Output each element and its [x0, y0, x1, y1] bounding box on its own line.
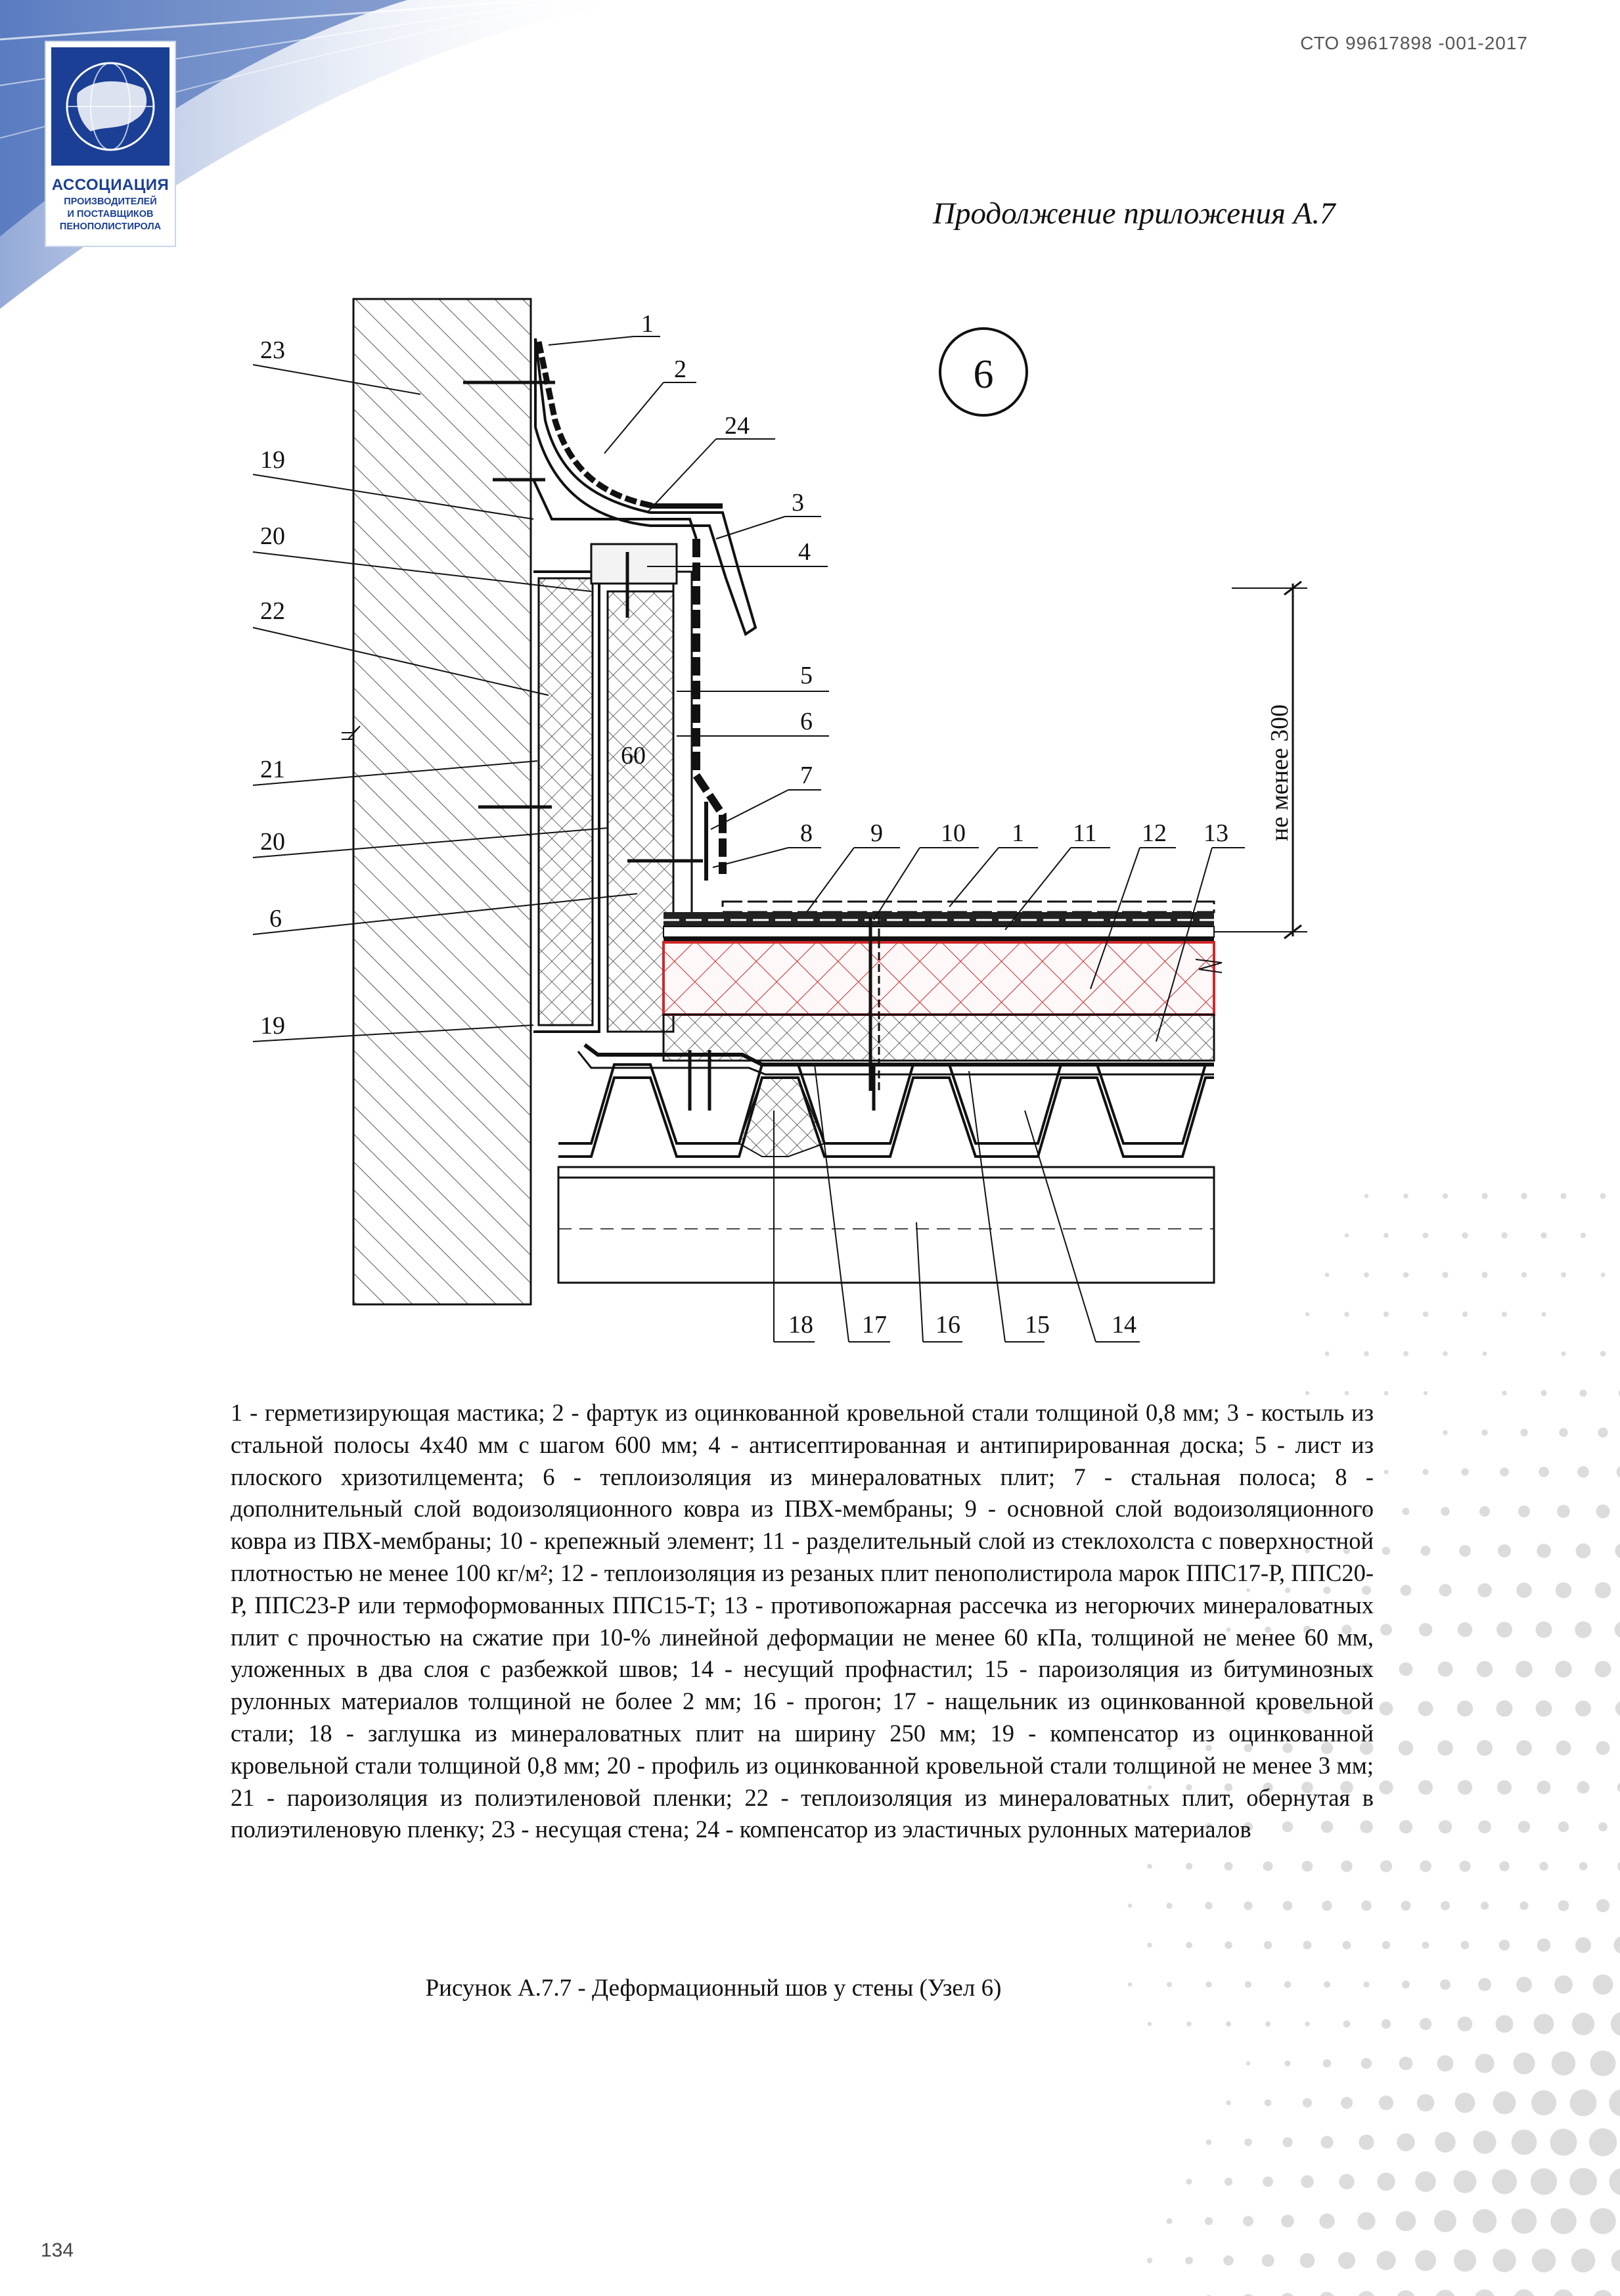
- decorative-dot: [1284, 2060, 1290, 2066]
- decorative-dot: [1244, 1901, 1252, 1910]
- decorative-dot: [1576, 1544, 1591, 1559]
- decorative-dot: [1520, 1429, 1528, 1436]
- decorative-dot: [1537, 1544, 1551, 1558]
- decorative-dot: [1361, 2058, 1372, 2069]
- decorative-dot: [1359, 2134, 1374, 2149]
- decorative-dot: [1615, 1701, 1620, 1716]
- wall-insulation: [533, 572, 599, 1032]
- decorative-dot: [1319, 2213, 1334, 2228]
- decorative-dot: [1611, 2012, 1620, 2036]
- decorative-dot: [1512, 2130, 1537, 2155]
- callout-label: 23: [260, 336, 285, 364]
- decorative-dot: [1617, 1861, 1620, 1871]
- decorative-dot: [1262, 2255, 1274, 2267]
- figure-caption: [0, 1974, 1620, 2002]
- decorative-dot: [1338, 2252, 1355, 2269]
- decorative-dot: [1384, 1470, 1389, 1475]
- decorative-dot: [1223, 2255, 1233, 2265]
- decorative-dot: [1500, 1467, 1509, 1477]
- decorative-dot: [1457, 1701, 1473, 1716]
- decorative-dot: [1435, 2132, 1455, 2152]
- callout-label: 17: [862, 1311, 887, 1339]
- decorative-dot: [1225, 2178, 1232, 2186]
- callout-label: 19: [260, 1012, 285, 1040]
- decorative-dot: [1339, 2174, 1355, 2190]
- decorative-dot: [1147, 1864, 1152, 1869]
- decorative-dot: [1301, 2175, 1314, 2188]
- decorative-dot: [1571, 2249, 1595, 2272]
- decorative-dot: [1282, 2137, 1292, 2147]
- decorative-dot: [1461, 1941, 1470, 1950]
- decorative-dot: [1552, 2052, 1576, 2076]
- figure-caption-text: Рисунок А.7.7 - Деформационный шов у стены (Узел 6): [425, 1975, 1002, 2002]
- decorative-dot: [1473, 2209, 1496, 2233]
- decorative-dot: [1384, 1391, 1389, 1396]
- decorative-dot: [1225, 1862, 1233, 1871]
- callout-label: 24: [725, 412, 750, 440]
- decorative-dot: [1572, 2013, 1594, 2035]
- decorative-dot: [1147, 2258, 1152, 2263]
- decorative-dot: [1575, 1701, 1591, 1716]
- callout-label: 6: [800, 708, 813, 735]
- purlin: [558, 1167, 1214, 1283]
- decorative-dot: [1596, 1505, 1610, 1519]
- callouts-bottom: [788, 1311, 1136, 1339]
- decorative-dot: [1128, 1904, 1132, 1908]
- decorative-dot: [1206, 2140, 1211, 2145]
- roof-build-up: [578, 902, 1222, 1091]
- decorative-dot: [1167, 2218, 1173, 2224]
- decorative-dot: [1556, 1582, 1571, 1598]
- decorative-dot: [1513, 2052, 1535, 2074]
- decorative-dot: [1379, 2096, 1393, 2110]
- decorative-dot: [1550, 2128, 1577, 2155]
- decorative-dot: [1399, 1663, 1413, 1676]
- decorative-dot: [1557, 1505, 1570, 1518]
- decorative-dot: [1454, 2249, 1476, 2272]
- callout-label: 5: [800, 662, 813, 689]
- decorative-dot: [1265, 2100, 1272, 2107]
- decorative-dot: [1609, 2089, 1620, 2117]
- logo-subtitle-line: И ПОСТАВЩИКОВ: [67, 209, 154, 219]
- decorative-dot: [1454, 2170, 1477, 2193]
- dimension-label: не менее 300: [1266, 704, 1294, 841]
- decorative-dot: [1481, 1902, 1489, 1910]
- load-bearing-wall: [342, 299, 531, 1304]
- decorative-dot: [1580, 1390, 1587, 1397]
- callout-label: 20: [260, 828, 285, 856]
- callout-label: 6: [269, 905, 282, 932]
- decorative-dot: [1496, 1701, 1513, 1717]
- decorative-dot: [1590, 2208, 1616, 2234]
- decorative-dot: [1518, 1821, 1530, 1833]
- decorative-dot: [1596, 1899, 1609, 1912]
- decorative-dot: [1343, 2021, 1351, 2028]
- callout-label: 16: [935, 1311, 960, 1339]
- decorative-dot: [1477, 1740, 1493, 1756]
- decorative-dot: [1322, 1900, 1332, 1910]
- logo-subtitle-line: ПЕНОПОЛИСТИРОЛА: [59, 221, 162, 232]
- decorative-dot: [1439, 1820, 1452, 1833]
- timber-board: [591, 544, 677, 584]
- decorative-dot: [1439, 1584, 1451, 1596]
- callout-label: 15: [1025, 1311, 1050, 1339]
- decorative-dot: [1589, 2128, 1617, 2156]
- decorative-dot: [1458, 1780, 1472, 1795]
- decorative-dot: [1263, 1862, 1273, 1871]
- decorative-dot: [1497, 1780, 1512, 1795]
- decorative-dot: [1536, 1622, 1552, 1638]
- callout-label: 14: [1112, 1311, 1136, 1339]
- decorative-dot: [1302, 1861, 1313, 1872]
- decorative-dot: [1458, 1622, 1472, 1637]
- decorative-dot: [1577, 1781, 1590, 1794]
- decorative-dot: [1415, 2250, 1436, 2271]
- decorative-dot: [1382, 2019, 1391, 2029]
- decorative-dot: [1418, 1701, 1433, 1716]
- decorative-dot: [1435, 2290, 1456, 2296]
- decorative-dot: [1399, 1741, 1413, 1755]
- callout-label: 11: [1073, 819, 1097, 847]
- decorative-dot: [1186, 2021, 1191, 2026]
- decorative-dot: [1455, 2093, 1475, 2113]
- decorative-dot: [1595, 1661, 1611, 1678]
- node-number: 6: [973, 352, 994, 397]
- decorative-dot: [1358, 2291, 1376, 2296]
- decorative-dot: [1166, 1902, 1172, 1908]
- callouts-left: [260, 336, 285, 1040]
- decorative-dot: [1441, 1507, 1450, 1516]
- decorative-dot: [1596, 1741, 1610, 1755]
- decorative-dot: [1499, 1940, 1510, 1951]
- decorative-dot: [1615, 1622, 1620, 1638]
- decorative-dot: [1493, 2249, 1516, 2272]
- decorative-dot: [1541, 1390, 1546, 1396]
- node-number-badge: [940, 329, 1027, 415]
- decorative-dot: [1418, 1780, 1433, 1795]
- decorative-dot: [1300, 2253, 1315, 2268]
- decorative-dot: [1424, 1391, 1428, 1395]
- decorative-dot: [1532, 2249, 1556, 2272]
- decorative-dot: [1186, 1942, 1192, 1948]
- decorative-dot: [1575, 1621, 1591, 1638]
- decorative-dot: [1303, 2098, 1312, 2107]
- decorative-dot: [1422, 1942, 1429, 1949]
- decorative-dot: [1438, 1662, 1453, 1677]
- decorative-dot: [1401, 1585, 1412, 1596]
- decorative-dot: [1243, 2216, 1253, 2226]
- decorative-dot: [1537, 1939, 1550, 1952]
- callout-label: 1: [1012, 819, 1024, 847]
- decorative-dot: [1615, 1543, 1620, 1558]
- decorative-dot: [1598, 1822, 1608, 1831]
- decorative-dot: [1520, 1902, 1529, 1910]
- decorative-dot: [1148, 2022, 1152, 2026]
- decorative-dot: [1280, 2293, 1294, 2296]
- decorative-dot: [1617, 1782, 1620, 1793]
- decorative-dot: [1396, 2211, 1416, 2232]
- decorative-dot: [1481, 1429, 1488, 1436]
- decorative-dot: [1518, 1505, 1530, 1517]
- decorative-dot: [1477, 1661, 1493, 1677]
- decorative-dot: [1319, 2292, 1335, 2296]
- decorative-dot: [1417, 2094, 1434, 2111]
- decorative-dot: [1380, 1624, 1392, 1636]
- decorative-dot: [1380, 1860, 1392, 1872]
- decorative-dot: [1539, 1467, 1549, 1477]
- decorative-dot: [1415, 2171, 1435, 2192]
- decorative-dot: [1536, 1701, 1552, 1717]
- decorative-dot: [1376, 2251, 1395, 2270]
- decorative-dot: [1397, 2133, 1414, 2151]
- decorative-dot: [1226, 2100, 1230, 2105]
- decorative-dot: [1492, 2169, 1517, 2194]
- callout-label: 2: [674, 356, 686, 383]
- decorative-dot: [1458, 2017, 1473, 2032]
- decorative-dot: [1531, 2090, 1556, 2115]
- decorative-dot: [1246, 2061, 1250, 2065]
- decorative-dot: [1558, 1822, 1569, 1832]
- decorative-dot: [1382, 1941, 1390, 1949]
- decorative-dot: [1553, 2289, 1574, 2296]
- decorative-dot: [1478, 1820, 1491, 1833]
- logo-title: АССОЦИАЦИЯ: [51, 176, 169, 194]
- fire-break-mineral-wool: [664, 1015, 1214, 1061]
- decorative-dot: [1420, 1546, 1430, 1555]
- callout-label: 12: [1142, 819, 1167, 847]
- decorative-dot: [1512, 2209, 1537, 2234]
- decorative-dot: [1420, 1860, 1431, 1872]
- callout-label: 10: [941, 819, 966, 847]
- decorative-dot: [1382, 1547, 1391, 1555]
- decorative-dot: [1265, 2021, 1271, 2027]
- decorative-dot: [1556, 1741, 1571, 1756]
- decorative-dot: [1225, 1941, 1232, 1948]
- decorative-dot: [1461, 1468, 1469, 1476]
- decorative-dot: [1460, 1861, 1471, 1872]
- decorative-dot: [1399, 1820, 1412, 1833]
- decorative-dot: [1283, 1901, 1293, 1911]
- decorative-dot: [1341, 2097, 1353, 2109]
- decorative-dot: [1502, 1390, 1506, 1395]
- decorative-dot: [1419, 1623, 1432, 1636]
- decorative-dot: [1205, 2217, 1213, 2225]
- logo-subtitle-line: ПРОИЗВОДИТЕЛЕЙ: [64, 196, 157, 207]
- decorative-dot: [1558, 1900, 1569, 1912]
- decorative-dot: [1345, 1391, 1349, 1396]
- decorative-dot: [1205, 1902, 1212, 1909]
- document-code: СТО 99617898 -001-2017: [1300, 33, 1528, 53]
- decorative-dot: [1343, 1941, 1351, 1950]
- continuation-title: Продолжение приложения А.7: [933, 196, 1336, 231]
- decorative-dot: [1593, 2290, 1613, 2296]
- decorative-dot: [1434, 2210, 1456, 2232]
- vertical-membrane: [696, 539, 723, 881]
- decorative-dot: [1147, 1942, 1152, 1948]
- decorative-dot: [1323, 2059, 1332, 2068]
- decorative-dot: [1473, 2130, 1496, 2153]
- decorative-dot: [1598, 1427, 1608, 1437]
- decorative-dot: [1441, 1901, 1450, 1910]
- decorative-dot: [1281, 2215, 1294, 2228]
- decorative-dot: [1559, 1428, 1567, 1436]
- decorative-dot: [1537, 1781, 1551, 1795]
- decorative-dot: [1569, 2168, 1597, 2195]
- decorative-dot: [1498, 1544, 1511, 1557]
- callout-label: 1: [641, 310, 654, 338]
- page-number: 134: [41, 2239, 74, 2261]
- decorative-dot: [1437, 2055, 1454, 2072]
- decorative-dot: [1437, 1740, 1453, 1756]
- callout-label: 8: [800, 819, 813, 847]
- callout-label: 21: [260, 756, 285, 783]
- decorative-dot: [1534, 2014, 1554, 2034]
- decorative-dot: [1595, 1582, 1611, 1599]
- callout-label: 22: [260, 597, 285, 625]
- decorative-dot: [1590, 2051, 1616, 2077]
- decorative-dot: [1611, 2249, 1620, 2272]
- decorative-dot: [1399, 2057, 1413, 2071]
- decorative-dot: [1577, 1466, 1589, 1478]
- decorative-dot: [1379, 1780, 1393, 1794]
- decorative-dot: [1303, 1941, 1312, 1950]
- decorative-dot: [1531, 2169, 1557, 2195]
- callout-label: 7: [800, 762, 813, 789]
- decorative-dot: [1443, 1430, 1447, 1435]
- decorative-dot: [1474, 2289, 1495, 2296]
- callout-label: 19: [260, 446, 285, 474]
- decorative-dot: [1263, 2176, 1273, 2187]
- decorative-dot: [1341, 1860, 1353, 1872]
- callout-label: 18: [788, 1311, 813, 1339]
- decorative-dot: [1609, 2168, 1620, 2195]
- decorative-dot: [1575, 1937, 1591, 1953]
- decorative-dot: [1579, 1862, 1588, 1871]
- decorative-dot: [1516, 1582, 1531, 1597]
- decorative-dot: [1401, 1901, 1411, 1911]
- decorative-dot: [1477, 1583, 1491, 1597]
- decorative-dot: [1459, 1545, 1471, 1557]
- decorative-dot: [1377, 2172, 1395, 2191]
- decorative-dot: [1617, 1466, 1620, 1479]
- decorative-dot: [1493, 2092, 1516, 2115]
- decorative-dot: [1570, 2090, 1597, 2117]
- decorative-dot: [1496, 1622, 1512, 1638]
- height-dimension: [1214, 582, 1307, 938]
- decorative-dot: [1320, 2136, 1333, 2148]
- decorative-dot: [1539, 1862, 1548, 1870]
- callout-label: 4: [798, 538, 811, 566]
- decorative-dot: [1516, 1661, 1532, 1677]
- profiled-decking: [558, 1065, 1214, 1157]
- decorative-dot: [1264, 1941, 1272, 1949]
- decorative-dot: [1475, 2054, 1494, 2073]
- decorative-dot: [1403, 1508, 1410, 1515]
- decorative-dot: [1614, 1937, 1620, 1954]
- decorative-dot: [1550, 2208, 1577, 2234]
- legend-text: 1 - герметизирующая мастика; 2 - фартук из оцинкованной кровельной стали толщиной 0,8 мм; 3 - костыль из стальной полосы 4х40 мм с шагом 600 мм; 4 - антисептированная и антипирированная доска; 5 - лист из плоского хризотилцемента; 6 - теплоизоляция из минераловатных плит; 7 - стальная полоса; 8 - дополнительный слой водоизоляционного ковра из ПВХ-мембраны; 9 - основной слой водоизоляционного ковра из ПВХ-мембраны; 10 - крепежный элемент; 11 - разделительный слой из стеклохолста с поверхностной плотностью не менее 100 кг/м²; 12 - теплоизоляция из резаных плит пенополистирола марок ППС17-Р, ППС20-Р, ППС23-Р или термоформованных ППС15-Т; 13 - противопожарная рассечка из негорючих минераловатных плит с прочностью на сжатие при 10-% линейной деформации не менее 60 кПа, толщиной не менее 60 мм, уложенных в два слоя с разбежкой швов; 14 - несущий профнастил; 15 - пароизоляция из битуминозных рулонных материалов толщиной не более 2 мм; 16 - прогон; 17 - нащельник из оцинкованной кровельной стали; 18 - заглушка из минераловатных плит на ширину 250 мм; 19 - компенсатор из оцинкованной кровельной стали толщиной 0,8 мм; 20 - профиль из оцинкованной кровельной стали толщиной не менее 3 мм; 21 - пароизоляция из полиэтиленовой пленки; 22 - теплоизоляция из минераловатных плит, обернутая в полиэтиленовую пленку; 23 - несущая стена; 24 - компенсатор из эластичных рулонных материалов: [231, 1399, 1374, 1843]
- decorative-dot: [1555, 1661, 1571, 1677]
- decorative-dot: [1305, 1391, 1309, 1395]
- decorative-dot: [1420, 2018, 1431, 2030]
- decorative-dot: [1516, 1740, 1532, 1756]
- callout-label: 3: [792, 489, 804, 517]
- callout-label: 9: [870, 819, 883, 847]
- decorative-dot: [1185, 2257, 1193, 2264]
- decorative-dot: [1499, 1861, 1509, 1871]
- decorative-dot: [1396, 2290, 1415, 2296]
- decorative-dot: [1186, 2179, 1192, 2185]
- decorative-dot: [1186, 1863, 1192, 1870]
- decorative-dot: [1357, 2212, 1375, 2230]
- decorative-dot: [1361, 1900, 1372, 1911]
- decorative-dot: [1244, 2138, 1252, 2146]
- thickness-label: 60: [621, 742, 646, 769]
- decorative-dot: [1479, 1506, 1490, 1517]
- callout-label: 13: [1204, 819, 1228, 847]
- decorative-dot: [1380, 1702, 1393, 1716]
- callout-label: 20: [260, 522, 285, 550]
- decorative-dot: [1226, 2021, 1231, 2027]
- decorative-dot: [1514, 2289, 1535, 2296]
- decorative-dot: [1305, 2021, 1309, 2026]
- decorative-dot: [1496, 2015, 1514, 2033]
- decorative-dot: [1422, 1469, 1428, 1475]
